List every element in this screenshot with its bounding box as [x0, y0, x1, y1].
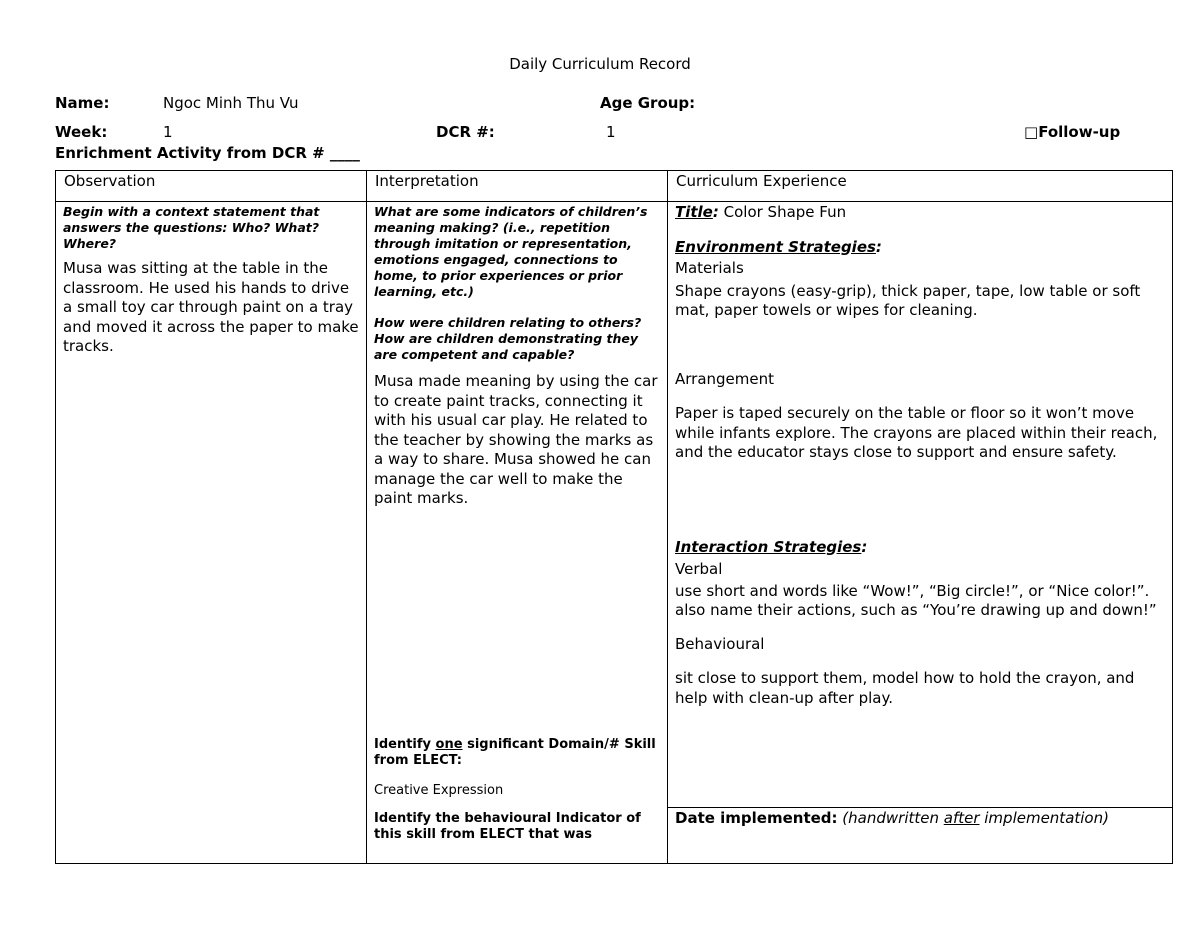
- curriculum-cell: [668, 202, 1173, 864]
- domain-value: Creative Expression: [374, 783, 504, 798]
- date-implemented-field: [668, 807, 1172, 828]
- observation-cell: [56, 202, 367, 864]
- materials-text: Shape crayons (easy-grip), thick paper, tape, low table or soft mat, paper towels or wipes for cleaning.: [675, 281, 1141, 319]
- follow-up-label: Follow-up: [1038, 123, 1121, 141]
- page-title: Daily Curriculum Record: [509, 55, 691, 73]
- checkbox-icon: □: [1024, 123, 1039, 141]
- week-label: Week:: [55, 123, 108, 141]
- verbal-text: use short and words like “Wow!”, “Big circle!”, or “Nice color!”. also name their actions, such as “You’re drawing up and down!”: [675, 581, 1157, 619]
- enrichment-activity-label: Enrichment Activity from DCR # ____: [55, 144, 360, 162]
- arrangement-label: Arrangement: [675, 369, 775, 388]
- identify-domain-label: Identify one significant Domain/# Skill from ELECT:: [374, 737, 656, 768]
- behavioural-indicator-label: Identify the behavioural Indicator of this skill from ELECT that was: [374, 811, 641, 842]
- table-header-row: [56, 171, 1173, 202]
- arrangement-text: Paper is taped securely on the table or floor so it won’t move while infants explore. The crayons are placed within their reach, and the educator stays close to support and ensure safety.: [675, 404, 1158, 461]
- observation-header: Observation: [56, 171, 367, 202]
- record-table: [55, 170, 1173, 864]
- observation-prompt: Begin with a context statement that answers the questions: Who? What? Where?: [63, 204, 320, 251]
- interpretation-cell: [367, 202, 668, 864]
- interpretation-text: Musa made meaning by using the car to create paint tracks, connecting it with his usual car play. He related to the teacher by showing the marks as a way to share. Musa showed he can manage the car well to make the paint marks.: [374, 372, 658, 507]
- curriculum-header: Curriculum Experience: [668, 171, 1173, 202]
- table-body-row: [56, 202, 1173, 864]
- interaction-strategies-heading: Interaction Strategies:: [675, 537, 868, 556]
- environment-strategies-heading: Environment Strategies:: [675, 237, 882, 256]
- behavioural-label: Behavioural: [675, 634, 765, 653]
- name-label: Name:: [55, 94, 110, 112]
- interpretation-header: Interpretation: [367, 171, 668, 202]
- materials-label: Materials: [675, 259, 744, 277]
- dcr-value: 1: [606, 123, 616, 141]
- verbal-label: Verbal: [675, 560, 723, 578]
- name-value: Ngoc Minh Thu Vu: [163, 94, 299, 112]
- activity-title: Title: Color Shape Fun: [675, 203, 847, 221]
- behavioural-text: sit close to support them, model how to hold the crayon, and help with clean-up after play.: [675, 669, 1135, 707]
- week-value: 1: [163, 123, 173, 141]
- dcr-label: DCR #:: [436, 123, 495, 141]
- interpretation-prompt-relating: How were children relating to others? How are children demonstrating they are competent and capable?: [374, 315, 642, 362]
- date-implemented-label: Date implemented:: [675, 809, 838, 827]
- follow-up-checkbox[interactable]: [1024, 123, 1120, 141]
- date-implemented-note: (handwritten after implementation): [837, 809, 1109, 827]
- interpretation-prompt-meaning: What are some indicators of children’s meaning making? (i.e., repetition through imitation or representation, emotions engaged, connections to home, to prior experiences or prior learning, etc.): [374, 204, 648, 299]
- observation-text: Musa was sitting at the table in the classroom. He used his hands to drive a small toy car through paint on a tray and moved it across the paper to make tracks.: [63, 259, 359, 355]
- age-group-label: Age Group:: [600, 94, 696, 112]
